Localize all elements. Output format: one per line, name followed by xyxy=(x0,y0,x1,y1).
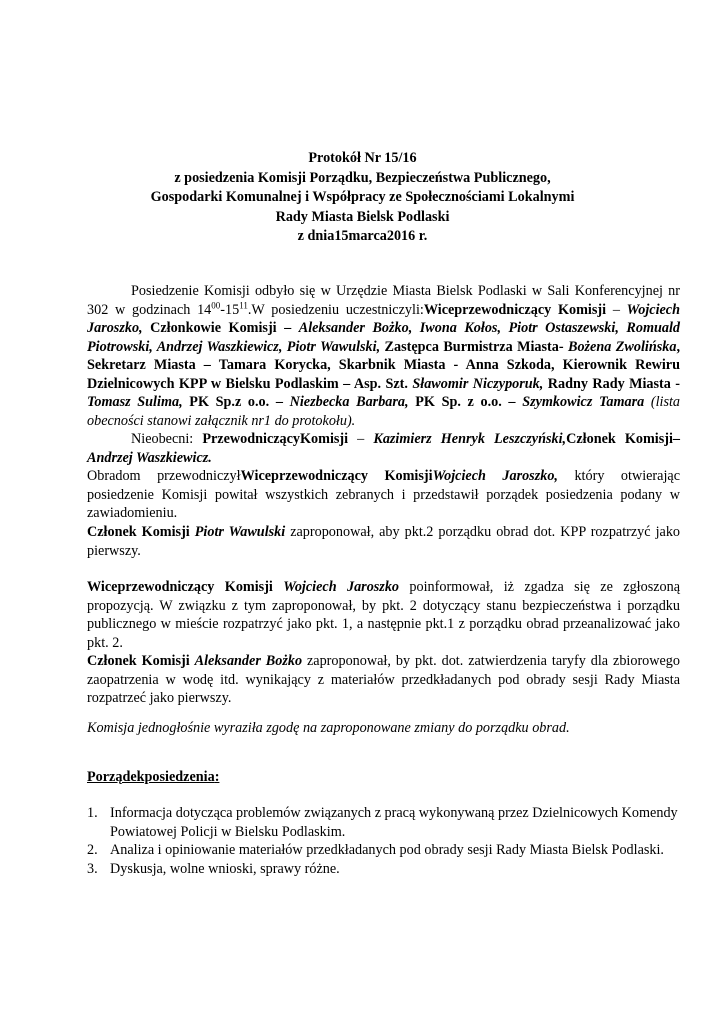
agenda-item-text: Dyskusja, wolne wnioski, sprawy różne. xyxy=(110,860,340,877)
agenda-heading-text: Porządekposiedzenia xyxy=(87,769,215,785)
agenda-item xyxy=(87,860,680,879)
agenda-heading-section xyxy=(87,768,680,787)
agenda-item-number: 3. xyxy=(87,860,98,877)
absent-member-name: Andrzej Waszkiewicz. xyxy=(87,449,212,466)
members-label: Członkowie Komisji – xyxy=(142,320,299,336)
members-names: Aleksander Bożko, Iwona Kołos, Piotr Ostaszewski, Romuald Piotrowski, Andrzej Waszkiewicz, Piotr Wawulski, xyxy=(87,320,681,355)
deputy-mayor-label: Zastępca Burmistrza Miasta- xyxy=(380,338,568,355)
agenda-list xyxy=(87,804,680,878)
police-officer-name: Sławomir Niczyporuk, xyxy=(412,375,544,392)
chair-text-2: który otwierając posiedzenie Komisji powitał wszystkich zebranych i przedstawił porządek posiedzenia podany w zawiadomieniu. xyxy=(87,468,680,521)
vice-chair-label: Wiceprzewodniczący Komisji xyxy=(87,579,284,595)
chair-text: Obradom przewodniczył xyxy=(87,468,241,484)
decision-text: Komisja jednogłośnie wyraziła zgodę na zaproponowane zmiany do porządku obrad. xyxy=(87,720,570,736)
bozko-paragraph xyxy=(87,652,680,708)
intro-text-2: -15 xyxy=(220,301,240,318)
member-name: Piotr Wawulski xyxy=(194,524,286,540)
jaroszko-paragraph xyxy=(87,578,680,652)
agenda-item-number: 2. xyxy=(87,842,98,858)
protocol-title xyxy=(0,149,725,247)
wawulski-section xyxy=(87,523,680,560)
title-line-3: Gospodarki Komunalnej i Współpracy ze Społecznościami Lokalnymi xyxy=(150,189,575,205)
chair-person: Wojciech Jaroszko, xyxy=(432,468,558,484)
vice-chair-name: Wojciech Jaroszko, xyxy=(87,301,680,336)
officials-list: , Sekretarz Miasta – Tamara Korycka, Skarbnik Miasta - Anna Szkoda, Kierownik Rewiru Dzielnicowych KPP w Bielsku Podlaskim – Asp. Szt. xyxy=(87,338,680,392)
member-name: Aleksander Bożko xyxy=(194,653,303,669)
member-label: Członek Komisji xyxy=(87,524,195,540)
agenda-heading-colon: : xyxy=(214,769,220,785)
agenda-heading xyxy=(87,768,680,787)
chair-name: Kazimierz Henryk Leszczyński, xyxy=(373,431,567,447)
wawulski-paragraph xyxy=(87,523,680,560)
agenda-item-number: 1. xyxy=(87,805,98,821)
agenda-item-text: Informacja dotycząca problemów związanych z pracą wykonywaną przez Dzielnicowych Komendy Powiatowej Policji w Bielsku Podlaskim. xyxy=(110,805,678,840)
chair-paragraph xyxy=(87,467,680,523)
intro-text-3: .W posiedzeniu uczestniczyli: xyxy=(247,301,424,318)
pk-name-1: Niezbecka Barbara, xyxy=(289,394,409,410)
time-start-sup: 00 xyxy=(211,299,221,310)
absent-member-label: Członek Komisji– xyxy=(566,431,681,447)
vice-chair-name: Wojciech Jaroszko xyxy=(283,579,400,595)
agenda-item xyxy=(87,841,680,860)
intro-text: Posiedzenie Komisji odbyło się w Urzędzie Miasta Bielsk Podlaski w Sali Konferencyjnej nr 302 w godzinach 14 xyxy=(87,283,680,318)
dash: – xyxy=(348,431,374,447)
vice-chair-label: Wiceprzewodniczący Komisji xyxy=(423,301,607,318)
bozko-section xyxy=(87,652,680,708)
deputy-mayor-name: Bożena Zwolińska xyxy=(567,338,677,355)
proposal-text: zaproponował, aby pkt.2 porządku obrad dot. KPP rozpatrzyć jako pierwszy. xyxy=(87,524,681,559)
councillor-label: Radny Rady Miasta - xyxy=(543,375,680,392)
member-label: Członek Komisji xyxy=(87,653,195,669)
pk-label-1: PK Sp.z o.o. – xyxy=(182,394,290,410)
attendance-section xyxy=(87,282,680,523)
response-text: poinformował, iż zgadza się ze zgłoszoną propozycją. W związku z tym zaproponował, by pkt. 2 dotyczący stanu bezpieczeństwa i porządku publicznego w mieście rozpatrzyć jako pkt. 1, a następnie pkt.1 z porządku obrad przeanalizować jako pkt. 2. xyxy=(87,579,681,651)
absent-paragraph xyxy=(87,430,680,467)
title-line-2: z posiedzenia Komisji Porządku, Bezpieczeństwa Publicznego, xyxy=(174,169,551,186)
decision-paragraph xyxy=(87,719,680,738)
chair-role: Wiceprzewodniczący Komisji xyxy=(240,468,433,484)
title-line-5: z dnia15marca2016 r. xyxy=(297,228,428,244)
jaroszko-section xyxy=(87,578,680,652)
intro-paragraph xyxy=(87,282,680,430)
time-end-sup: 11 xyxy=(239,299,248,310)
agenda-list-section xyxy=(87,804,680,878)
dash: – xyxy=(606,301,627,318)
decision-section xyxy=(87,719,680,738)
pk-name-2: Szymkowicz Tamara xyxy=(522,394,645,410)
title-line-1: Protokół Nr 15/16 xyxy=(308,150,417,166)
agenda-item xyxy=(87,804,680,841)
absent-label: Nieobecni: xyxy=(131,431,203,447)
pk-label-2: PK Sp. z o.o. – xyxy=(408,394,523,410)
chair-label: PrzewodniczącyKomisji xyxy=(202,431,349,447)
attendance-note: (lista obecności stanowi załącznik nr1 do protokołu). xyxy=(87,394,681,429)
agenda-item-text: Analiza i opiniowanie materiałów przedkładanych pod obrady sesji Rady Miasta Bielsk Podlaski. xyxy=(110,842,664,858)
councillor-name: Tomasz Sulima, xyxy=(87,394,183,410)
proposal-text: zaproponował, by pkt. dot. zatwierdzenia taryfy dla zbiorowego zaopatrzenia w wodę itd. wynikający z materiałów przedkładanych pod obrady sesji Rady Miasta rozpatrzeć jako pierwszy. xyxy=(87,653,680,706)
title-line-4: Rady Miasta Bielsk Podlaski xyxy=(275,208,450,225)
